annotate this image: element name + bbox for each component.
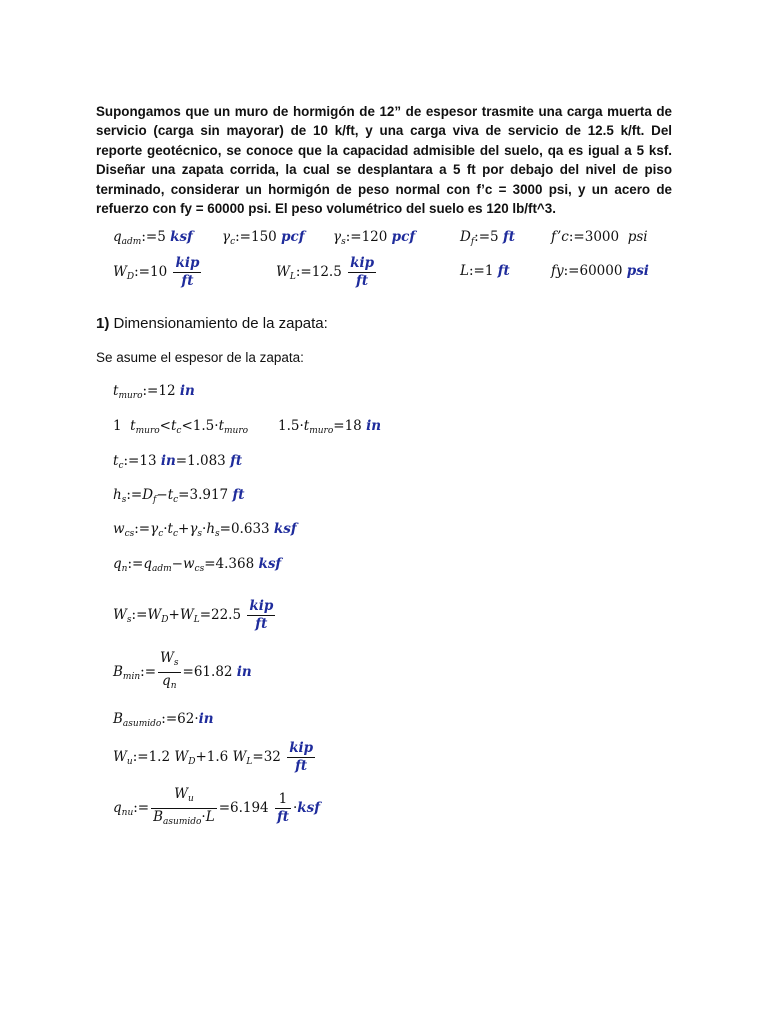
eq-bmin: $B_{min}:=$ $\frac{W_s}{q_n}$ =61.82 in — [113, 650, 252, 691]
eq-thickness-range: 1 $t_{muro}<t_c<1.5\cdot t_{muro}$ — [113, 418, 249, 436]
eq-ws: $W_s:=W_D+W_L=22.5$ $\frac{\text{kip}}{ft}$ — [113, 598, 274, 632]
eq-t-muro: $t_{muro}:=12$ in — [113, 383, 195, 401]
eq-hs: $h_s:=D_f-t_c=3.917$ ft — [113, 487, 245, 505]
given-gamma-c: $\gamma_c:=150$ pcf — [222, 229, 305, 247]
given-df: $D_f:=5$ ft — [460, 229, 515, 247]
given-fc: f’c:=3000 psi — [551, 229, 648, 245]
eq-t-max: $1.5\cdot t_{muro}=18$ in — [278, 418, 382, 436]
eq-qn: $q_n:=q_{adm}-w_{cs}=4.368$ ksf — [113, 556, 282, 574]
eq-wcs: $w_{cs}:=\gamma_c\cdot t_c+\gamma_s\cdot h_s=0.633$ ksf — [113, 521, 297, 539]
given-fy: fy:=60000 psi — [551, 263, 649, 279]
eq-wu: $W_u:=1.2$ $W_D+1.6$ $W_L=32$ $\frac{\text{kip}}{ft}$ — [113, 740, 314, 774]
eq-basumido: $B_{asumido}:=62\cdot in$ — [113, 711, 214, 729]
given-l: L:=1 ft — [460, 263, 510, 279]
section-intro: Se asume el espesor de la zapata: — [96, 350, 304, 365]
problem-statement: Supongamos que un muro de hormigón de 12” de espesor trasmite una carga muerta de servicio (carga sin mayorar) de 10 k/ft, y una carga viva de servicio de 12.5 k/ft. Del reporte geotécnico, se conoce que la capacidad admisible del suelo, qa es igual a 5 ksf. Diseñar una zapata corrida, la cual se desplantara a 5 ft por debajo del nivel de piso terminado, considerar un hormigón de peso normal con f’c = 3000 psi, y un acero de refuerzo con fy = 60000 psi. El peso volumétrico del suelo es 120 lb/ft^3. — [96, 104, 672, 217]
given-gamma-s: $\gamma_s:=120$ pcf — [333, 229, 416, 247]
eq-tc: $t_c:=13$ in=1.083 ft — [113, 453, 243, 471]
given-wl: $W_L:=12.5$ $\frac{\text{kip}}{ft}$ — [276, 255, 375, 289]
given-qadm: $q_{adm}:=5$ ksf — [113, 229, 193, 247]
section-heading: 1) Dimensionamiento de la zapata: — [96, 315, 328, 332]
given-wd: $W_D:=10$ $\frac{\text{kip}}{ft}$ — [113, 255, 200, 289]
eq-qnu: $q_{nu}:=$ $\frac{W_u}{B_{asumido}\cdot L}$ =6.194 $\frac{1}{ft}$ ·ksf — [113, 786, 321, 827]
